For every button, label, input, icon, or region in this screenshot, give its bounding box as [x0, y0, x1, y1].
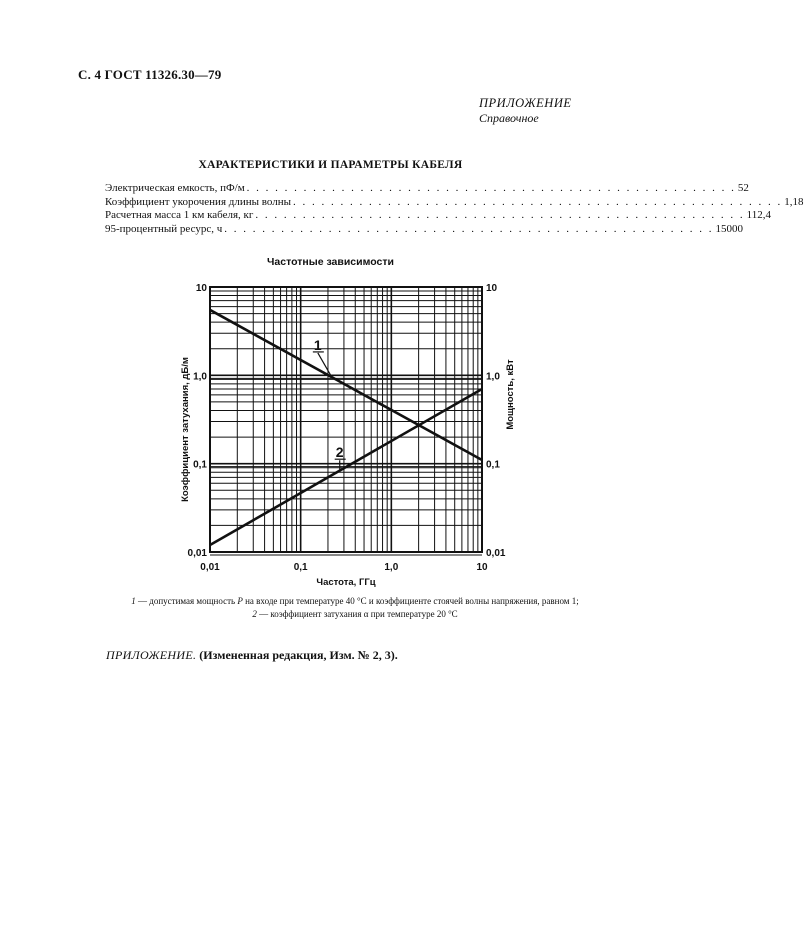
chart-grid: [210, 287, 482, 555]
x-axis-label: Частота, ГГц: [316, 577, 376, 588]
plot-frame: [210, 287, 482, 552]
footer-note: [106, 648, 398, 663]
y-axis-right-label: Мощность, кВт: [505, 359, 516, 430]
series-label-2: 2: [335, 444, 344, 461]
x-tick-label: 10: [476, 562, 488, 573]
y-right-tick-label: 1,0: [486, 371, 500, 383]
note-2: [95, 608, 615, 621]
page-header: С. 4 ГОСТ 11326.30—79: [78, 67, 222, 82]
note-1-symbol: P: [237, 596, 243, 606]
footer-bold: (Измененная редакция, Изм. № 2, 3).: [199, 648, 398, 662]
x-tick-label: 0,1: [293, 562, 308, 573]
footer-italic: ПРИЛОЖЕНИЕ.: [106, 648, 197, 662]
parameter-value: 52: [737, 182, 749, 194]
parameter-row: [105, 195, 804, 210]
parameter-label: Электрическая емкость, пФ/м: [105, 182, 245, 194]
appendix-heading: [479, 96, 599, 126]
y-left-tick-label: 0,01: [187, 548, 207, 559]
appendix-title: ПРИЛОЖЕНИЕ: [479, 96, 572, 110]
parameter-label: Расчетная масса 1 км кабеля, кг: [105, 209, 254, 221]
note-2-number: 2: [252, 609, 257, 619]
parameter-row: [105, 209, 771, 223]
parameter-label: 95-процентный ресурс, ч: [105, 222, 223, 235]
leader-dots: . . . . . . . . . . . . . . . . . . . . . . . . . . . . . . . . . . . . . . . . . . . . . . . . . . . .: [224, 222, 714, 235]
y-right-tick-label: 0,1: [486, 459, 500, 471]
y-left-tick-label: 0,1: [193, 459, 207, 471]
series-label-1: 1: [313, 336, 322, 353]
x-tick-label: 1,0: [384, 562, 399, 573]
parameter-value: 112,4: [746, 209, 771, 221]
chart-title: Частотные зависимости: [267, 256, 394, 268]
parameter-value: 15000: [715, 222, 743, 235]
x-tick-label: 0,01: [200, 562, 220, 573]
leader-dots: . . . . . . . . . . . . . . . . . . . . . . . . . . . . . . . . . . . . . . . . . . . . . . . . . . . .: [293, 195, 783, 208]
parameter-row: [105, 182, 749, 196]
parameter-value: 1,18: [784, 195, 804, 208]
y-axis-left-label: Коэффициент затухания, дБ/м: [180, 357, 191, 502]
note-1-text-b: на входе при температуре 40 °С и коэффициенте стоячей волны напряжения, равном 1;: [242, 596, 579, 606]
parameter-label: Коэффициент укорочения длины волны: [105, 195, 291, 208]
parameter-row: [105, 222, 743, 237]
note-1-number: 1: [131, 596, 136, 606]
frequency-chart: [170, 275, 520, 595]
leader-dots: . . . . . . . . . . . . . . . . . . . . . . . . . . . . . . . . . . . . . . . . . . . . . . . . . . . .: [246, 182, 736, 194]
note-2-text: — коэффициент затухания α при температуре 20 °С: [256, 609, 458, 619]
section-title: ХАРАКТЕРИСТИКИ И ПАРАМЕТРЫ КАБЕЛЯ: [198, 159, 463, 171]
y-right-tick-label: 0,01: [486, 548, 506, 559]
appendix-subtitle: Справочное: [479, 111, 539, 125]
y-left-tick-label: 1,0: [193, 371, 207, 383]
chart-notes: [95, 595, 615, 621]
y-left-tick-label: 10: [195, 283, 207, 294]
note-1: [95, 595, 615, 608]
leader-dots: . . . . . . . . . . . . . . . . . . . . . . . . . . . . . . . . . . . . . . . . . . . . . . . . . . . .: [255, 209, 745, 221]
y-right-tick-label: 10: [486, 283, 498, 294]
parameters-list: [105, 182, 804, 236]
note-1-text-a: — допустимая мощность: [135, 596, 238, 606]
